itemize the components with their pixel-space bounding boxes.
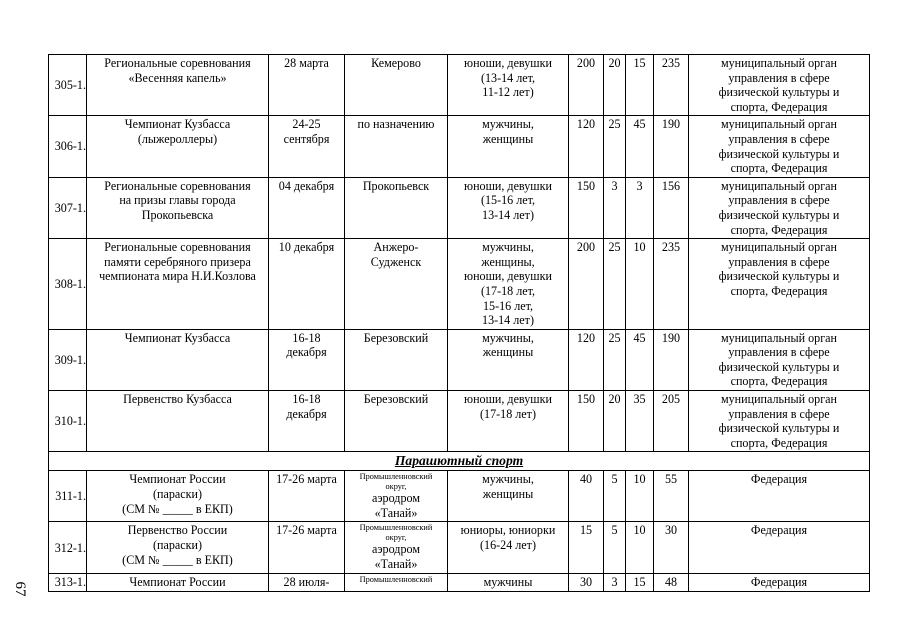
row-number-cell: 305-1.	[49, 55, 87, 116]
cell-line: спорта, Федерация	[730, 283, 828, 298]
count-cell-v2: 3	[604, 177, 626, 238]
cell-line: Первенство Кузбасса	[123, 392, 232, 407]
cell-line: 16-18	[292, 330, 321, 345]
event-date-cell	[269, 116, 345, 177]
event-date-cell	[269, 391, 345, 452]
cell-line: Региональные соревнования	[104, 240, 251, 255]
section-title: Парашютный спорт	[49, 452, 870, 471]
cell-line: женщины	[482, 487, 534, 502]
participants-cell	[448, 471, 569, 522]
count-cell-v2: 25	[604, 329, 626, 390]
count-cell-v3: 15	[626, 574, 654, 592]
count-cell-v1: 150	[569, 391, 604, 452]
event-name-cell	[87, 574, 269, 592]
organizer-cell	[689, 329, 870, 390]
cell-line: управления в сфере	[728, 131, 830, 146]
cell-line: памяти серебряного призера	[104, 254, 251, 269]
table-row	[49, 522, 870, 574]
row-number-cell: 312-1.	[49, 522, 87, 574]
cell-line: управления в сфере	[728, 193, 830, 208]
event-place-cell	[345, 116, 448, 177]
cell-line: 13-14 лет)	[482, 207, 534, 222]
count-cell-v4: 156	[654, 177, 689, 238]
event-place-cell	[345, 522, 448, 574]
cell-line: (17-18 лет)	[480, 406, 536, 421]
cell-line: спорта, Федерация	[730, 99, 828, 114]
organizer-cell	[689, 239, 870, 330]
cell-line: Промышленновский	[359, 575, 433, 585]
cell-line: Федерация	[750, 472, 808, 487]
row-number-cell: 310-1.	[49, 391, 87, 452]
cell-line: муниципальный орган	[720, 56, 838, 70]
count-cell-v3: 3	[626, 177, 654, 238]
count-cell-v2: 5	[604, 522, 626, 574]
cell-line: Чемпионат России	[129, 472, 226, 487]
page-number: 67	[12, 581, 28, 597]
event-name-cell	[87, 55, 269, 116]
count-cell-v3: 35	[626, 391, 654, 452]
cell-line: аэродром	[372, 542, 420, 557]
cell-line: муниципальный орган	[720, 117, 838, 132]
cell-line: управления в сфере	[728, 345, 830, 360]
cell-line: Березовский	[363, 330, 429, 345]
cell-line: юноши, девушки	[464, 269, 552, 284]
count-cell-v1: 40	[569, 471, 604, 522]
row-number-cell: 311-1.	[49, 471, 87, 522]
organizer-cell	[689, 522, 870, 574]
participants-cell	[448, 55, 569, 116]
cell-line: муниципальный орган	[720, 392, 838, 407]
cell-line: (17-18 лет,	[480, 283, 536, 298]
count-cell-v1: 150	[569, 177, 604, 238]
cell-line: (СМ № _____ в ЕКП)	[122, 552, 233, 567]
organizer-cell	[689, 391, 870, 452]
event-date-cell	[269, 55, 345, 116]
cell-line: Первенство России	[127, 523, 228, 538]
event-place-cell	[345, 574, 448, 592]
event-name-cell	[87, 391, 269, 452]
cell-line: женщины	[482, 345, 534, 360]
participants-cell	[448, 574, 569, 592]
count-cell-v2: 20	[604, 55, 626, 116]
count-cell-v2: 25	[604, 116, 626, 177]
event-place-cell	[345, 177, 448, 238]
cell-line: спорта, Федерация	[730, 161, 828, 176]
cell-line: Прокопьевск	[362, 178, 430, 193]
cell-line: Чемпионат России	[129, 575, 226, 590]
cell-line: Кемерово	[371, 56, 421, 70]
cell-line: Региональные соревнования	[104, 56, 251, 70]
participants-cell	[448, 177, 569, 238]
event-place-cell	[345, 239, 448, 330]
row-number-cell: 308-1.	[49, 239, 87, 330]
cell-line: мужчины,	[482, 117, 534, 132]
organizer-cell	[689, 574, 870, 592]
row-number-cell: 313-1.	[49, 574, 87, 592]
event-date-cell	[269, 574, 345, 592]
count-cell-v4: 205	[654, 391, 689, 452]
cell-line: муниципальный орган	[720, 178, 838, 193]
cell-line: «Танай»	[374, 556, 418, 571]
count-cell-v4: 235	[654, 239, 689, 330]
cell-line: на призы главы города	[119, 193, 236, 208]
cell-line: декабря	[286, 345, 327, 360]
count-cell-v4: 55	[654, 471, 689, 522]
count-cell-v4: 30	[654, 522, 689, 574]
event-place-cell	[345, 55, 448, 116]
count-cell-v3: 45	[626, 116, 654, 177]
event-name-cell	[87, 239, 269, 330]
count-cell-v1: 200	[569, 55, 604, 116]
table-row	[49, 116, 870, 177]
cell-line: 16-18	[292, 392, 321, 407]
event-name-cell	[87, 471, 269, 522]
organizer-cell	[689, 116, 870, 177]
participants-cell	[448, 239, 569, 330]
cell-line: физической культуры и	[718, 421, 840, 436]
cell-line: Прокопьевска	[141, 207, 214, 222]
cell-line: физической культуры и	[718, 359, 840, 374]
cell-line: 10 декабря	[278, 240, 335, 255]
participants-cell	[448, 522, 569, 574]
cell-line: 04 декабря	[278, 178, 335, 193]
cell-line: юноши, девушки	[464, 178, 552, 193]
participants-cell	[448, 329, 569, 390]
cell-line: 17-26 марта	[276, 472, 337, 487]
cell-line: Судженск	[370, 254, 422, 269]
event-name-cell	[87, 329, 269, 390]
count-cell-v1: 15	[569, 522, 604, 574]
cell-line: 28 марта	[284, 56, 329, 70]
count-cell-v2: 5	[604, 471, 626, 522]
cell-line: физической культуры и	[718, 269, 840, 284]
participants-cell	[448, 116, 569, 177]
cell-line: Региональные соревнования	[104, 178, 251, 193]
table-row	[49, 391, 870, 452]
count-cell-v1: 200	[569, 239, 604, 330]
cell-line: женщины,	[481, 254, 535, 269]
count-cell-v1: 30	[569, 574, 604, 592]
table-row	[49, 329, 870, 390]
cell-line: управления в сфере	[728, 70, 830, 85]
cell-line: юниоры, юниорки	[460, 523, 556, 538]
count-cell-v3: 10	[626, 522, 654, 574]
cell-line: управления в сфере	[728, 254, 830, 269]
cell-line: декабря	[286, 406, 327, 421]
cell-line: муниципальный орган	[720, 240, 838, 255]
event-place-cell	[345, 329, 448, 390]
cell-line: Чемпионат Кузбасса	[124, 117, 231, 132]
cell-line: 28 июля-	[283, 575, 330, 590]
table-row	[49, 177, 870, 238]
cell-line: по назначению	[357, 117, 435, 132]
row-number-cell: 306-1.	[49, 116, 87, 177]
cell-line: юноши, девушки	[464, 56, 552, 70]
cell-line: (параски)	[152, 538, 203, 553]
cell-line: Анжеро-	[373, 240, 419, 255]
cell-line: округ,	[385, 481, 407, 491]
cell-line: спорта, Федерация	[730, 435, 828, 450]
cell-line: округ,	[385, 532, 407, 542]
cell-line: спорта, Федерация	[730, 374, 828, 389]
count-cell-v2: 3	[604, 574, 626, 592]
cell-line: 17-26 марта	[276, 523, 337, 538]
event-date-cell	[269, 471, 345, 522]
events-table	[48, 54, 870, 592]
cell-line: женщины	[482, 131, 534, 146]
organizer-cell	[689, 177, 870, 238]
count-cell-v4: 235	[654, 55, 689, 116]
count-cell-v4: 190	[654, 116, 689, 177]
section-header-row	[49, 452, 870, 471]
count-cell-v2: 20	[604, 391, 626, 452]
cell-line: мужчины,	[482, 472, 534, 487]
event-name-cell	[87, 522, 269, 574]
count-cell-v3: 10	[626, 239, 654, 330]
cell-line: 15-16 лет,	[482, 298, 534, 313]
cell-line: Чемпионат Кузбасса	[124, 330, 231, 345]
cell-line: управления в сфере	[728, 406, 830, 421]
count-cell-v4: 190	[654, 329, 689, 390]
cell-line: (15-16 лет,	[480, 193, 536, 208]
event-place-cell	[345, 391, 448, 452]
table-row	[49, 55, 870, 116]
cell-line: 11-12 лет)	[482, 85, 534, 100]
cell-line: (лыжероллеры)	[137, 131, 218, 146]
cell-line: Промышленновский	[359, 472, 433, 482]
cell-line: Промышленновский	[359, 523, 433, 533]
table-row	[49, 471, 870, 522]
cell-line: Березовский	[363, 392, 429, 407]
cell-line: 24-25	[292, 117, 321, 132]
row-number-cell: 307-1.	[49, 177, 87, 238]
event-place-cell	[345, 471, 448, 522]
cell-line: сентября	[283, 131, 330, 146]
cell-line: мужчины,	[482, 240, 534, 255]
cell-line: «Танай»	[374, 505, 418, 520]
event-date-cell	[269, 522, 345, 574]
cell-line: физической культуры и	[718, 207, 840, 222]
table-row	[49, 574, 870, 592]
cell-line: чемпионата мира Н.И.Козлова	[99, 269, 256, 284]
cell-line: физической культуры и	[718, 146, 840, 161]
count-cell-v1: 120	[569, 329, 604, 390]
cell-line: (параски)	[152, 487, 203, 502]
count-cell-v1: 120	[569, 116, 604, 177]
cell-line: «Весенняя капель»	[128, 70, 227, 85]
organizer-cell	[689, 55, 870, 116]
cell-line: (СМ № _____ в ЕКП)	[122, 501, 233, 516]
event-date-cell	[269, 329, 345, 390]
count-cell-v4: 48	[654, 574, 689, 592]
cell-line: муниципальный орган	[720, 330, 838, 345]
cell-line: 13-14 лет)	[482, 313, 534, 328]
row-number-cell: 309-1.	[49, 329, 87, 390]
table-row	[49, 239, 870, 330]
cell-line: (16-24 лет)	[480, 538, 536, 553]
event-name-cell	[87, 116, 269, 177]
organizer-cell	[689, 471, 870, 522]
count-cell-v2: 25	[604, 239, 626, 330]
cell-line: юноши, девушки	[464, 392, 552, 407]
event-date-cell	[269, 177, 345, 238]
participants-cell	[448, 391, 569, 452]
count-cell-v3: 15	[626, 55, 654, 116]
cell-line: Федерация	[750, 523, 808, 538]
cell-line: Федерация	[750, 575, 808, 590]
count-cell-v3: 45	[626, 329, 654, 390]
cell-line: спорта, Федерация	[730, 222, 828, 237]
count-cell-v3: 10	[626, 471, 654, 522]
event-date-cell	[269, 239, 345, 330]
cell-line: аэродром	[372, 491, 420, 506]
cell-line: мужчины	[483, 575, 533, 590]
cell-line: физической культуры и	[718, 85, 840, 100]
cell-line: (13-14 лет,	[480, 70, 536, 85]
cell-line: мужчины,	[482, 330, 534, 345]
event-name-cell	[87, 177, 269, 238]
